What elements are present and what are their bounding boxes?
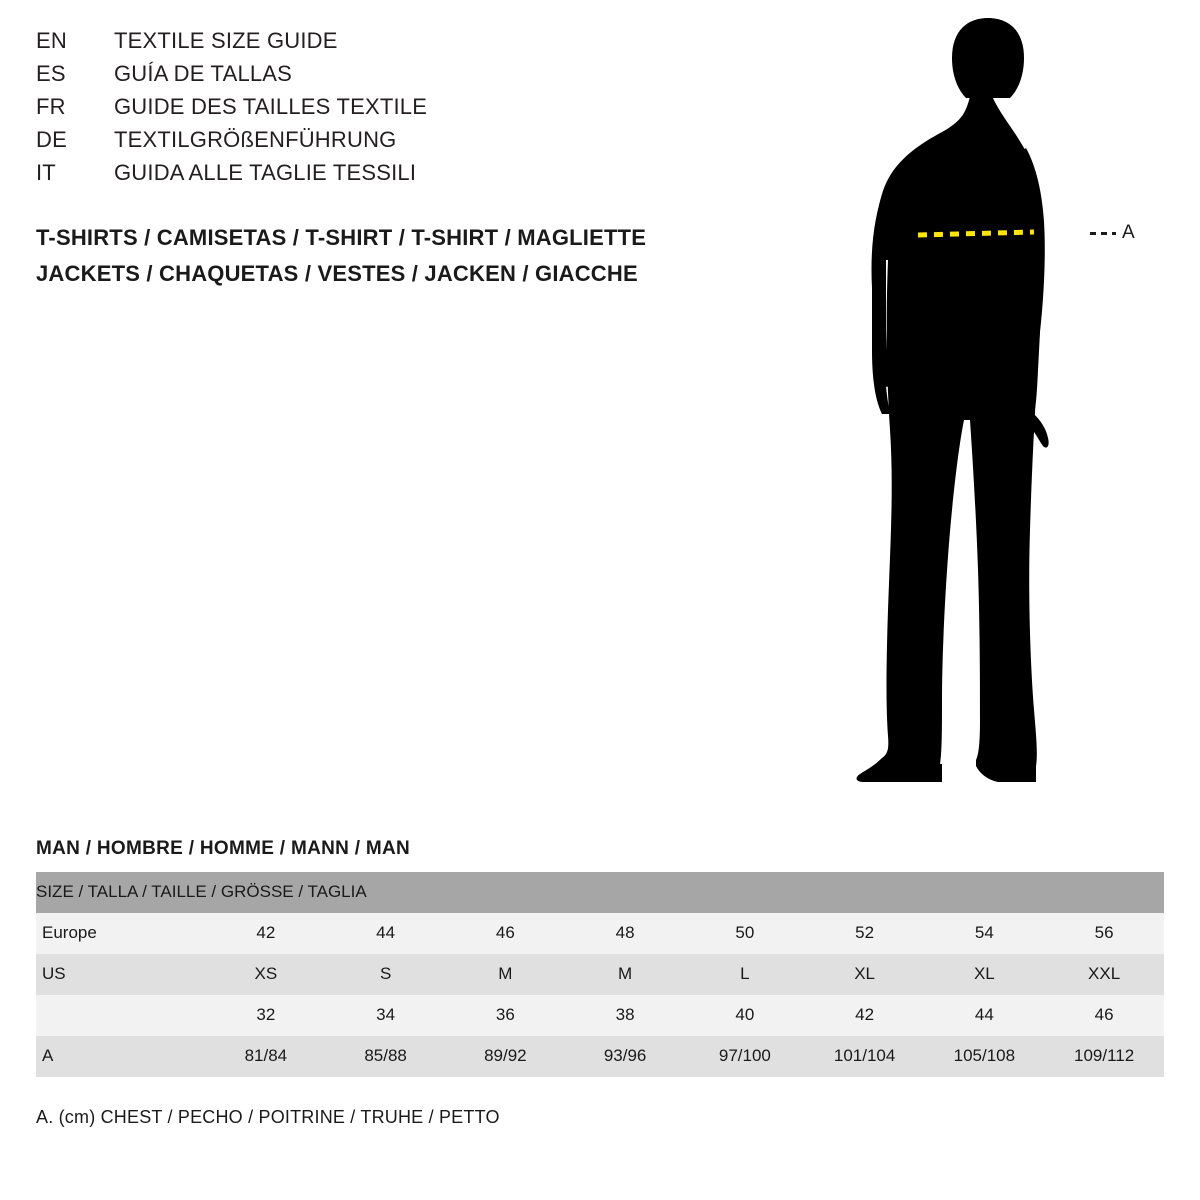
cell: 38 [565,995,685,1036]
garment-type-list [36,220,796,292]
cell: M [565,954,685,995]
language-title: TEXTILGRÖßENFÜHRUNG [114,127,397,152]
cell: 54 [925,913,1045,954]
size-table [36,872,1164,1077]
cell: S [326,954,446,995]
language-code: IT [36,160,56,185]
cell: 34 [326,995,446,1036]
gender-title: MAN / HOMBRE / HOMME / MANN / MAN [36,838,411,859]
cell: 101/104 [805,1036,925,1077]
cell: 52 [805,913,925,954]
table-header-label: SIZE / TALLA / TAILLE / GRÖSSE / TAGLIA [36,872,1164,913]
garment-line-tshirts: T-SHIRTS / CAMISETAS / T-SHIRT / T-SHIRT / MAGLIETTE [36,225,647,250]
cell: 81/84 [206,1036,326,1077]
cell: 46 [446,913,566,954]
cell: XS [206,954,326,995]
cell: 48 [565,913,685,954]
cell: 109/112 [1044,1036,1164,1077]
row-label-a: A [36,1036,206,1077]
language-list [36,28,736,193]
language-row [36,127,736,160]
cell: 42 [206,913,326,954]
language-row [36,61,736,94]
table-row [36,954,1164,995]
table-header-row [36,872,1164,913]
table-footnote: A. (cm) CHEST / PECHO / POITRINE / TRUHE / PETTO [36,1107,500,1127]
language-code: EN [36,28,67,53]
language-title: GUIDA ALLE TAGLIE TESSILI [114,160,417,185]
table-row [36,1036,1164,1077]
cell: M [446,954,566,995]
cell: 56 [1044,913,1164,954]
cell: 85/88 [326,1036,446,1077]
cell: XXL [1044,954,1164,995]
language-row [36,94,736,127]
cell: 32 [206,995,326,1036]
cell: XL [925,954,1045,995]
language-row [36,28,736,61]
cell: 97/100 [685,1036,805,1077]
language-title: GUÍA DE TALLAS [114,61,293,86]
callout-label-a: A [1122,222,1135,243]
language-code: ES [36,61,66,86]
language-code: FR [36,94,66,119]
cell: 50 [685,913,805,954]
row-label-europe: Europe [36,913,206,954]
cell: 44 [925,995,1045,1036]
cell: L [685,954,805,995]
cell: 36 [446,995,566,1036]
cell: 93/96 [565,1036,685,1077]
cell: 89/92 [446,1036,566,1077]
cell: 105/108 [925,1036,1045,1077]
callout-leader-line [1090,232,1116,235]
cell: XL [805,954,925,995]
silhouette-svg [830,10,1170,800]
cell: 46 [1044,995,1164,1036]
language-title: GUIDE DES TAILLES TEXTILE [114,94,428,119]
size-table-section [36,838,1164,1128]
table-row [36,913,1164,954]
cell: 44 [326,913,446,954]
table-row [36,995,1164,1036]
garment-line-jackets: JACKETS / CHAQUETAS / VESTES / JACKEN / GIACCHE [36,261,638,286]
language-row [36,160,736,193]
language-title: TEXTILE SIZE GUIDE [114,28,338,53]
body-silhouette-figure [830,10,1170,800]
cell: 42 [805,995,925,1036]
row-label-us: US [36,954,206,995]
cell: 40 [685,995,805,1036]
row-label-numeric [36,995,206,1036]
language-code: DE [36,127,67,152]
